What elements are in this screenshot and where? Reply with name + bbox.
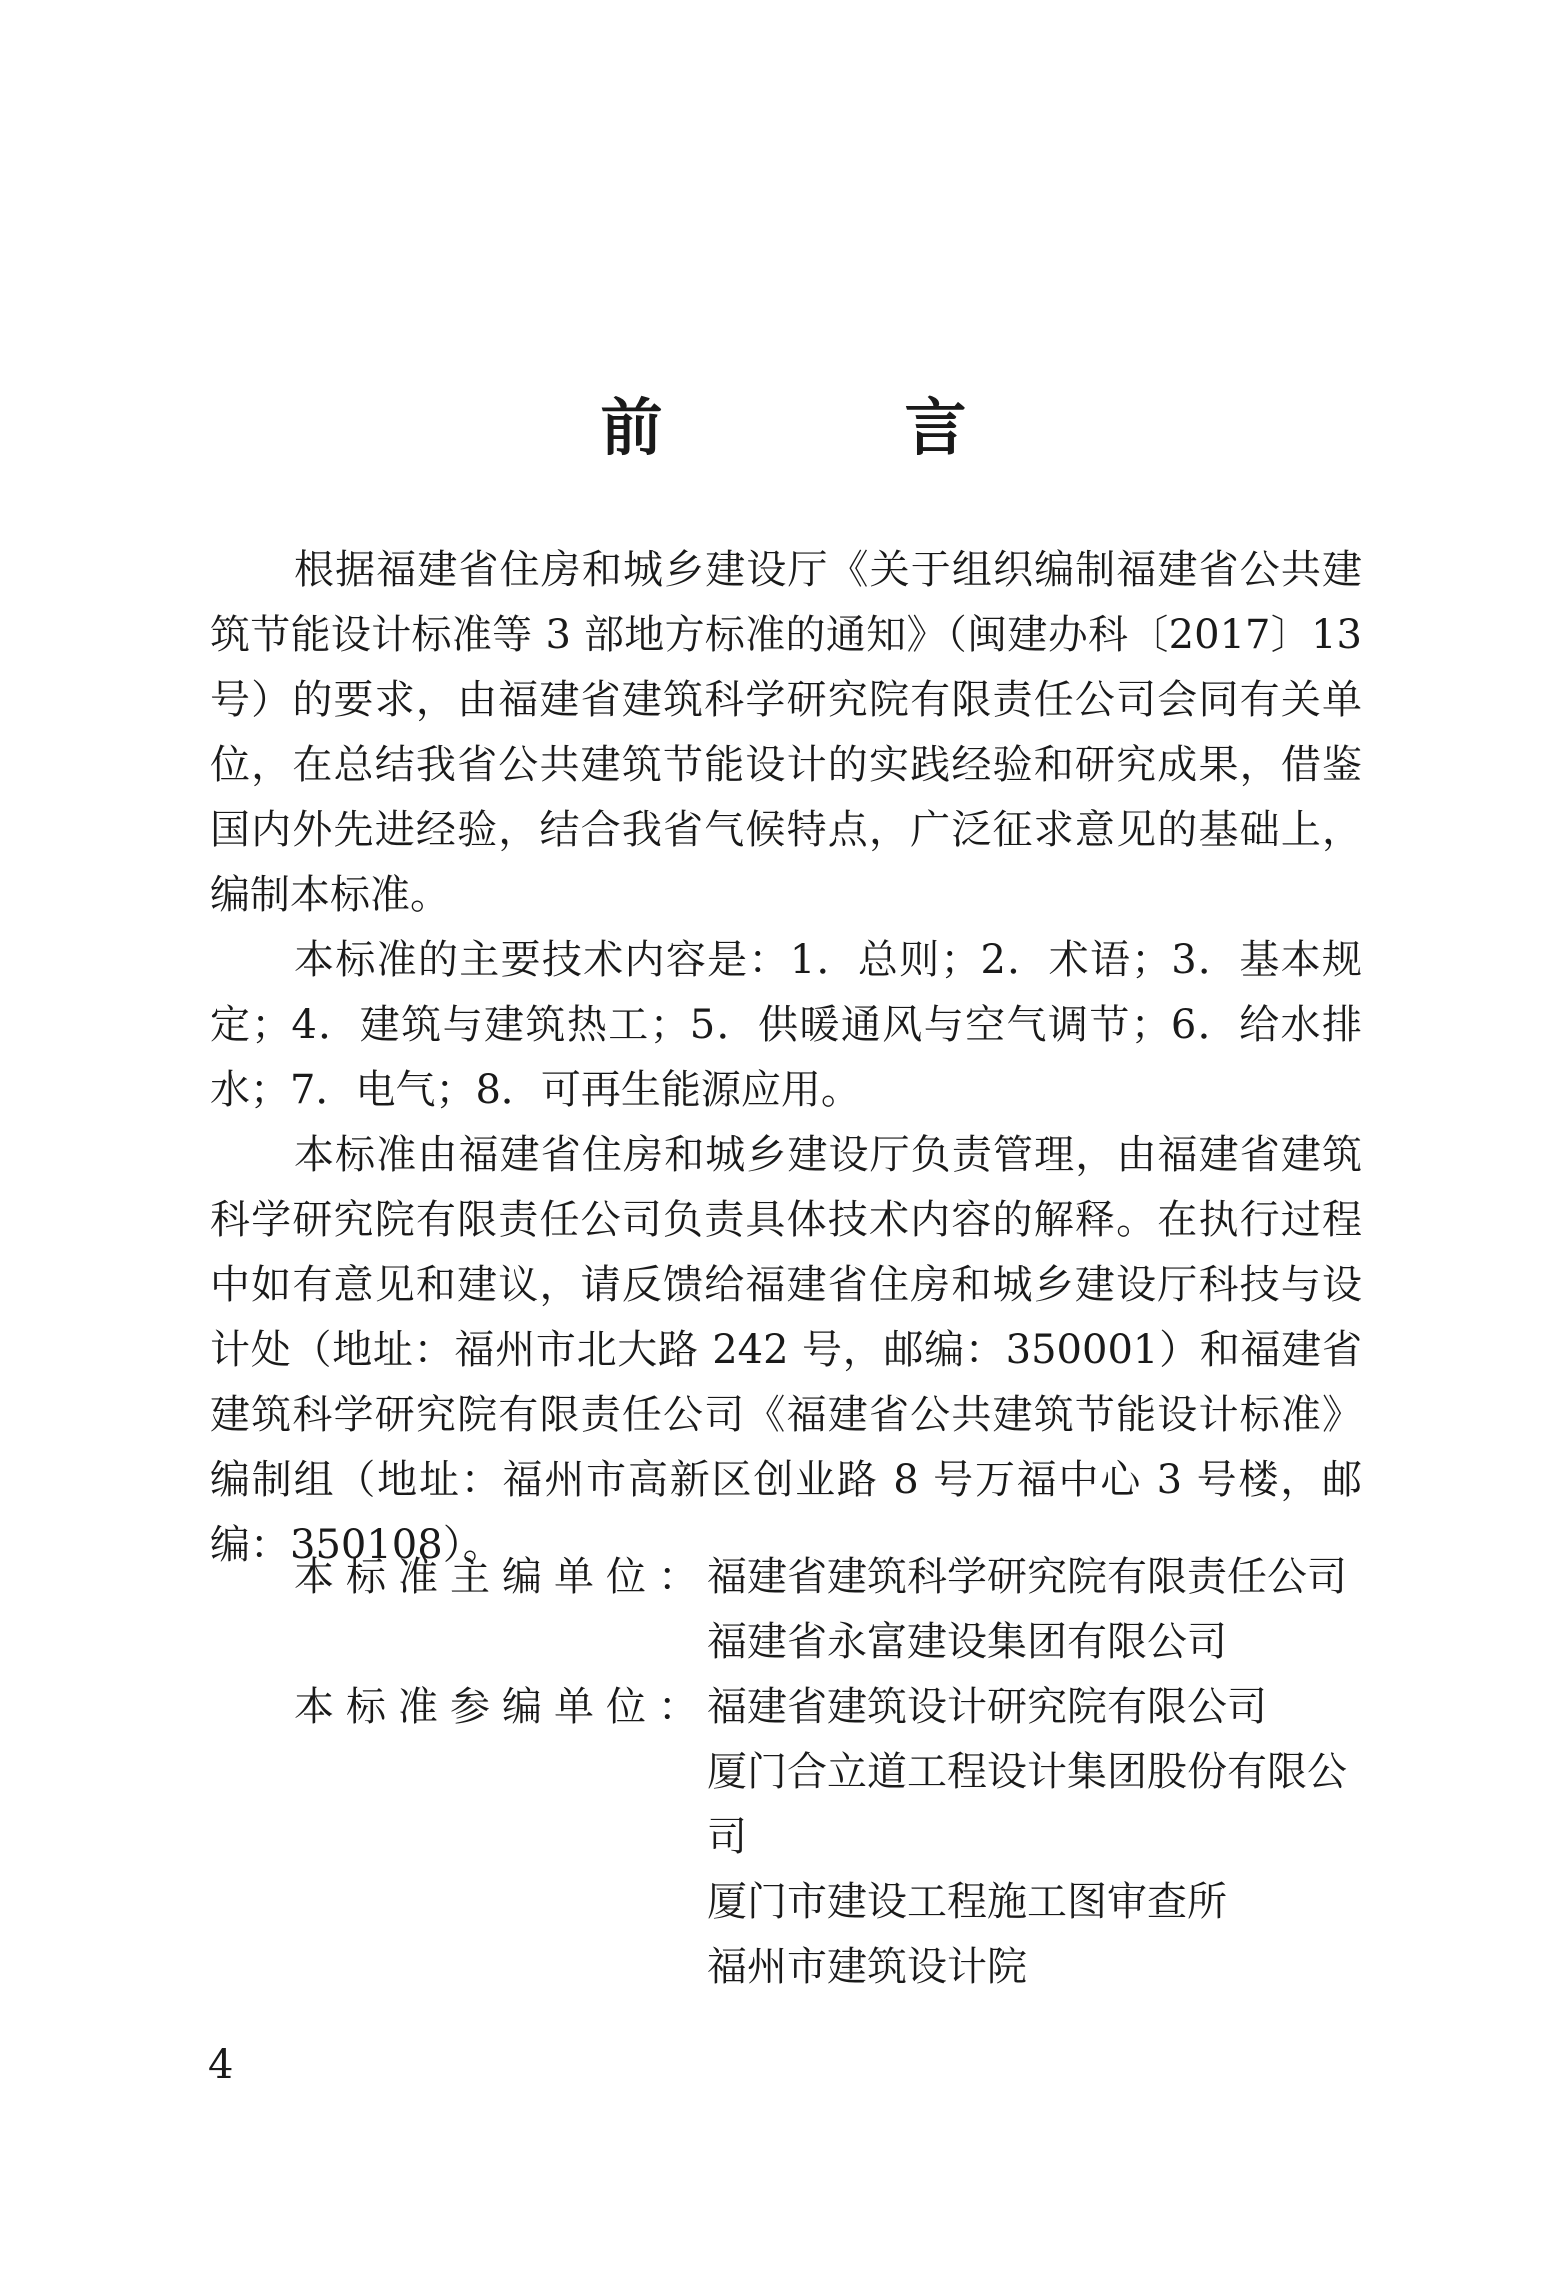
chief-units-list <box>707 1545 1362 1675</box>
chief-units-label: 本标准主编单位： <box>294 1554 710 1600</box>
foreword-body <box>210 538 1362 1578</box>
chief-units <box>210 1545 1362 1675</box>
page-title: 前 言 <box>600 391 1057 464</box>
paragraph-basis: 根据福建省住房和城乡建设厅《关于组织编制福建省公共建筑节能设计标准等 3 部地方标准的通知》（闽建办科〔2017〕13 号）的要求，由福建省建筑科学研究院有限责任公司会同有关单位，在总结我省公共建筑节能设计的实践经验和研究成果，借鉴国内外先进经验，结合我省气候特点，广泛征求意见的基础上，编制本标准。 <box>210 547 1362 918</box>
chief-unit-item: 福建省建筑科学研究院有限责任公司 <box>707 1554 1347 1600</box>
units-section <box>210 1545 1362 2000</box>
participating-unit-item: 厦门市建设工程施工图审查所 <box>707 1879 1227 1925</box>
page-number: 4 <box>208 2042 234 2088</box>
participating-units-list <box>707 1675 1362 2000</box>
paragraph-management: 本标准由福建省住房和城乡建设厅负责管理，由福建省建筑科学研究院有限责任公司负责具体技术内容的解释。在执行过程中如有意见和建议，请反馈给福建省住房和城乡建设厅科技与设计处（地址：福州市北大路 242 号，邮编：350001）和福建省建筑科学研究院有限责任公司《福建省公共建筑节能设计标准》编制组（地址：福州市高新区创业路 8 号万福中心 3 号楼，邮编：350108）。 <box>210 1132 1362 1568</box>
participating-units-label: 本标准参编单位： <box>294 1684 710 1730</box>
participating-unit-item: 福州市建筑设计院 <box>707 1944 1027 1990</box>
participating-unit-item: 厦门合立道工程设计集团股份有限公司 <box>707 1749 1347 1860</box>
participating-units <box>210 1675 1362 2000</box>
chief-unit-item: 福建省永富建设集团有限公司 <box>707 1619 1227 1665</box>
paragraph-contents: 本标准的主要技术内容是：1．总则；2．术语；3．基本规定；4．建筑与建筑热工；5．供暖通风与空气调节；6．给水排水；7．电气；8．可再生能源应用。 <box>210 937 1362 1113</box>
participating-unit-item: 福建省建筑设计研究院有限公司 <box>707 1684 1267 1730</box>
